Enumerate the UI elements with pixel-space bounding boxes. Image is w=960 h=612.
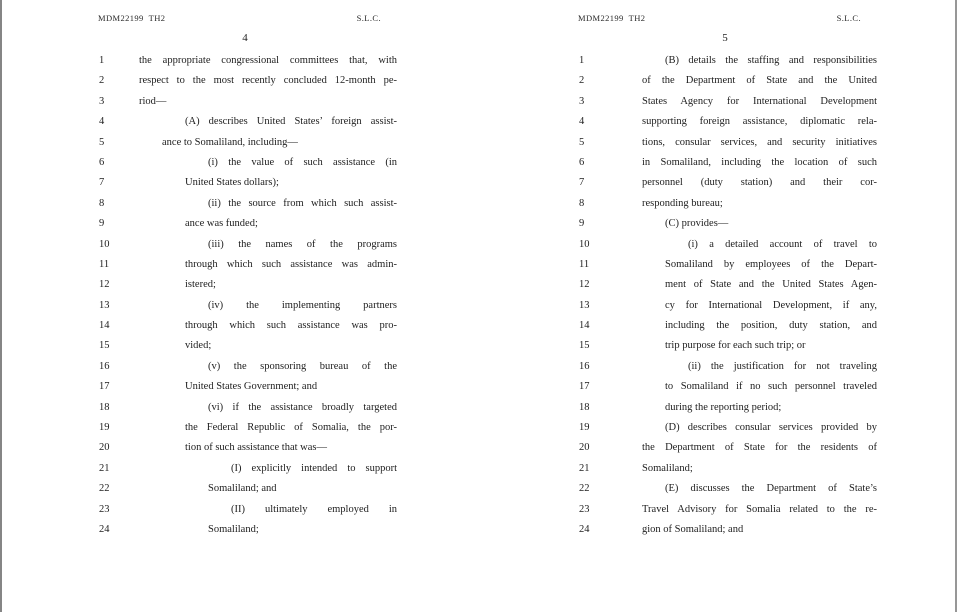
text-line	[0, 235, 480, 255]
line-number: 14	[579, 320, 590, 332]
line-text: in Somaliland, including the location of such	[642, 156, 877, 168]
text-line	[480, 357, 960, 377]
line-number: 20	[579, 442, 590, 454]
page-lines	[480, 51, 960, 540]
line-number: 22	[99, 483, 110, 495]
line-text: personnel (duty station) and their cor-	[642, 177, 877, 189]
line-text: istered;	[185, 279, 216, 291]
line-text: (II) ultimately employed in	[231, 503, 397, 515]
text-line	[480, 194, 960, 214]
line-text: trip purpose for each such trip; or	[665, 340, 806, 352]
page-header	[98, 13, 381, 23]
line-text: (ii) the source from which such assist-	[208, 197, 397, 209]
line-text: Somaliland;	[642, 462, 693, 474]
line-text: (ii) the justification for not traveling	[688, 360, 877, 372]
line-number: 21	[99, 462, 110, 474]
text-line	[480, 255, 960, 275]
line-number: 15	[579, 340, 590, 352]
text-line	[480, 336, 960, 356]
line-number: 17	[579, 381, 590, 393]
line-text: (vi) if the assistance broadly targeted	[208, 401, 397, 413]
text-line	[480, 214, 960, 234]
line-number: 20	[99, 442, 110, 454]
line-text: vided;	[185, 340, 212, 352]
line-text: to Somaliland if no such personnel traveled	[665, 381, 877, 393]
line-text: the Federal Republic of Somalia, the por-	[185, 422, 397, 434]
text-line	[0, 51, 480, 71]
text-line	[0, 398, 480, 418]
line-text: tion of such assistance that was—	[185, 442, 328, 454]
document-id: MDM22199 TH2	[578, 13, 646, 23]
line-text: respect to the most recently concluded 12-month pe-	[139, 75, 397, 87]
line-text: Travel Advisory for Somalia related to the re-	[642, 503, 877, 515]
page-number: 5	[722, 32, 728, 44]
text-line	[0, 520, 480, 540]
line-text: responding bureau;	[642, 197, 723, 209]
line-text: cy for International Development, if any,	[665, 299, 877, 311]
slc-label: S.L.C.	[836, 13, 861, 23]
line-number: 9	[99, 218, 105, 230]
line-text: gion of Somaliland; and	[642, 523, 744, 535]
line-text: through which such assistance was pro-	[185, 320, 397, 332]
line-number: 9	[579, 218, 585, 230]
line-number: 4	[579, 116, 585, 128]
text-line	[480, 133, 960, 153]
line-number: 10	[579, 238, 590, 250]
text-line	[480, 92, 960, 112]
text-line	[0, 500, 480, 520]
text-line	[480, 377, 960, 397]
line-number: 5	[579, 136, 585, 148]
text-line	[480, 296, 960, 316]
line-number: 3	[579, 95, 585, 107]
line-text: during the reporting period;	[665, 401, 782, 413]
line-number: 8	[579, 197, 585, 209]
text-line	[0, 296, 480, 316]
line-number: 11	[579, 258, 590, 270]
text-line	[0, 173, 480, 193]
line-number: 6	[99, 156, 105, 168]
line-text: supporting foreign assistance, diplomatic rela-	[642, 116, 877, 128]
line-number: 19	[579, 422, 590, 434]
line-text: including the position, duty station, and	[665, 320, 877, 332]
line-text: riod—	[139, 95, 167, 107]
line-number: 7	[579, 177, 585, 189]
line-text: (v) the sponsoring bureau of the	[208, 360, 397, 372]
text-line	[0, 194, 480, 214]
line-text: ment of State and the United States Agen-	[665, 279, 877, 291]
line-text: the Department of State for the residents of	[642, 442, 877, 454]
text-line	[0, 438, 480, 458]
line-number: 1	[579, 55, 585, 66]
line-number: 18	[99, 401, 110, 413]
line-text: (C) provides—	[665, 218, 729, 230]
line-number: 3	[99, 95, 105, 107]
line-number: 23	[579, 503, 590, 515]
line-number: 16	[579, 360, 590, 372]
document-id: MDM22199 TH2	[98, 13, 166, 23]
line-number: 18	[579, 401, 590, 413]
slc-label: S.L.C.	[356, 13, 381, 23]
document-page-right	[480, 0, 960, 612]
line-text: the appropriate congressional committees that, with	[139, 55, 397, 66]
line-text: through which such assistance was admin-	[185, 258, 397, 270]
text-line	[0, 357, 480, 377]
line-number: 14	[99, 320, 110, 332]
line-text: (i) a detailed account of travel to	[688, 238, 877, 250]
line-number: 24	[99, 523, 110, 535]
text-line	[0, 133, 480, 153]
line-text: (I) explicitly intended to support	[231, 462, 397, 474]
line-number: 12	[579, 279, 590, 291]
line-text: (i) the value of such assistance (in	[208, 156, 397, 168]
text-line	[480, 520, 960, 540]
line-number: 6	[579, 156, 585, 168]
line-number: 2	[579, 75, 585, 87]
line-number: 11	[99, 258, 110, 270]
line-text: United States Government; and	[185, 381, 318, 393]
text-line	[480, 398, 960, 418]
line-number: 4	[99, 116, 105, 128]
text-line	[0, 459, 480, 479]
text-line	[0, 255, 480, 275]
line-number: 8	[99, 197, 105, 209]
line-number: 23	[99, 503, 110, 515]
line-text: tions, consular services, and security initiatives	[642, 136, 877, 148]
line-number: 13	[99, 299, 110, 311]
text-line	[480, 418, 960, 438]
text-line	[0, 316, 480, 336]
page-lines	[0, 51, 480, 540]
text-line	[0, 112, 480, 132]
text-line	[480, 316, 960, 336]
line-number: 5	[99, 136, 105, 148]
text-line	[480, 51, 960, 71]
line-text: ance to Somaliland, including—	[162, 136, 298, 148]
line-number: 16	[99, 360, 110, 372]
line-number: 1	[99, 55, 105, 66]
text-line	[0, 336, 480, 356]
line-text: Somaliland; and	[208, 483, 277, 495]
line-text: (iii) the names of the programs	[208, 238, 397, 250]
text-line	[480, 500, 960, 520]
line-number: 15	[99, 340, 110, 352]
line-number: 17	[99, 381, 110, 393]
line-text: of the Department of State and the United	[642, 75, 877, 87]
line-text: (B) details the staffing and responsibilities	[665, 55, 877, 66]
text-line	[0, 92, 480, 112]
text-line	[480, 173, 960, 193]
line-text: (D) describes consular services provided by	[665, 422, 877, 434]
text-line	[480, 459, 960, 479]
text-line	[0, 418, 480, 438]
page-header	[578, 13, 861, 23]
line-number: 22	[579, 483, 590, 495]
text-line	[480, 112, 960, 132]
line-text: Somaliland;	[208, 523, 259, 535]
line-text: United States dollars);	[185, 177, 279, 189]
line-text: (iv) the implementing partners	[208, 299, 397, 311]
text-line	[480, 71, 960, 91]
line-number: 24	[579, 523, 590, 535]
text-line	[0, 71, 480, 91]
text-line	[480, 275, 960, 295]
text-line	[480, 235, 960, 255]
line-number: 21	[579, 462, 590, 474]
line-number: 19	[99, 422, 110, 434]
line-text: (A) describes United States’ foreign assist-	[185, 116, 397, 128]
text-line	[0, 377, 480, 397]
text-line	[0, 275, 480, 295]
line-number: 12	[99, 279, 110, 291]
line-text: States Agency for International Development	[642, 95, 877, 107]
line-number: 2	[99, 75, 105, 87]
line-number: 10	[99, 238, 110, 250]
text-line	[480, 438, 960, 458]
line-text: Somaliland by employees of the Depart-	[665, 258, 877, 270]
line-number: 13	[579, 299, 590, 311]
text-line	[480, 479, 960, 499]
text-line	[0, 153, 480, 173]
text-line	[480, 153, 960, 173]
page-number: 4	[242, 32, 248, 44]
line-number: 7	[99, 177, 105, 189]
text-line	[0, 479, 480, 499]
line-text: ance was funded;	[185, 218, 258, 230]
text-line	[0, 214, 480, 234]
line-text: (E) discusses the Department of State’s	[665, 483, 877, 495]
